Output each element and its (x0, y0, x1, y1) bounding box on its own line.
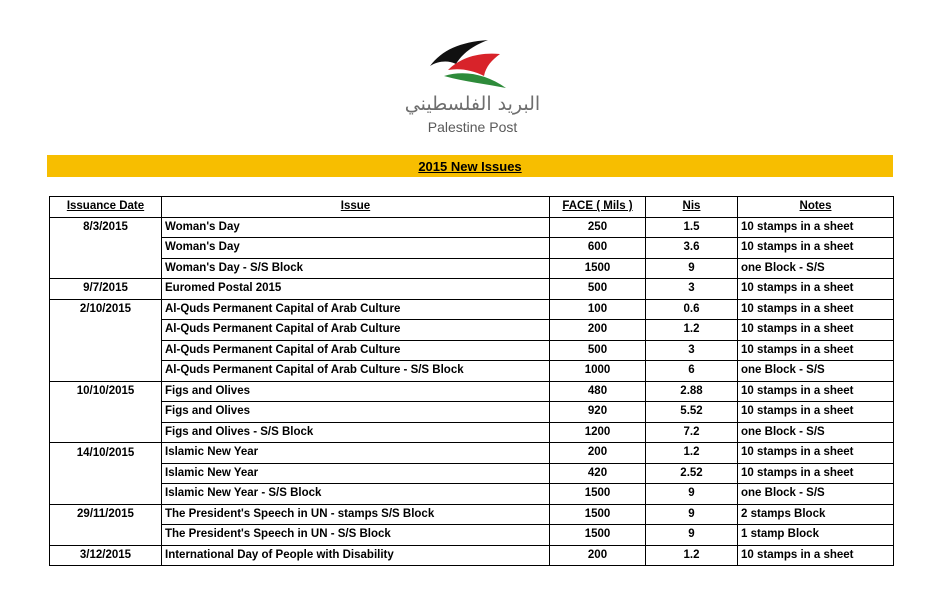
table-row (50, 279, 894, 300)
table-header-row (50, 197, 894, 218)
face-value-cell: 600 (550, 238, 646, 259)
issuance-date-cell: 8/3/2015 (50, 217, 162, 238)
notes-cell: 10 stamps in a sheet (738, 381, 894, 402)
issuance-date-cell (50, 525, 162, 546)
logo-green-wing (444, 73, 506, 88)
nis-value-cell: 2.52 (646, 463, 738, 484)
header-issuance-date: Issuance Date (50, 197, 162, 218)
issue-cell: Islamic New Year - S/S Block (162, 484, 550, 505)
title-bar (47, 155, 893, 177)
face-value-cell: 200 (550, 443, 646, 464)
nis-value-cell: 3 (646, 279, 738, 300)
nis-value-cell: 1.2 (646, 443, 738, 464)
notes-cell: 10 stamps in a sheet (738, 402, 894, 423)
issue-cell: Al-Quds Permanent Capital of Arab Culture (162, 299, 550, 320)
issue-cell: Figs and Olives (162, 381, 550, 402)
nis-value-cell: 3 (646, 340, 738, 361)
issuance-date-cell: 3/12/2015 (50, 545, 162, 566)
face-value-cell: 480 (550, 381, 646, 402)
nis-value-cell: 5.52 (646, 402, 738, 423)
nis-value-cell: 1.5 (646, 217, 738, 238)
issue-cell: Woman's Day (162, 238, 550, 259)
issuance-date-cell (50, 361, 162, 382)
face-value-cell: 1500 (550, 484, 646, 505)
issuance-date-cell: 9/7/2015 (50, 279, 162, 300)
notes-cell: 10 stamps in a sheet (738, 217, 894, 238)
header-issue: Issue (162, 197, 550, 218)
issue-cell: Woman's Day - S/S Block (162, 258, 550, 279)
notes-cell: 10 stamps in a sheet (738, 299, 894, 320)
nis-value-cell: 9 (646, 525, 738, 546)
face-value-cell: 200 (550, 545, 646, 566)
notes-cell: one Block - S/S (738, 422, 894, 443)
issuance-date-cell (50, 320, 162, 341)
table-row (50, 238, 894, 259)
face-value-cell: 1500 (550, 258, 646, 279)
issue-cell: The President's Speech in UN - stamps S/S Block (162, 504, 550, 525)
issuance-date-cell (50, 258, 162, 279)
nis-value-cell: 0.6 (646, 299, 738, 320)
notes-cell: one Block - S/S (738, 361, 894, 382)
issue-cell: Woman's Day (162, 217, 550, 238)
face-value-cell: 1500 (550, 504, 646, 525)
face-value-cell: 500 (550, 279, 646, 300)
notes-cell: one Block - S/S (738, 258, 894, 279)
header-notes: Notes (738, 197, 894, 218)
issuance-date-cell (50, 340, 162, 361)
nis-value-cell: 3.6 (646, 238, 738, 259)
issue-cell: Figs and Olives (162, 402, 550, 423)
issues-table (49, 196, 894, 566)
issue-cell: Al-Quds Permanent Capital of Arab Culture (162, 340, 550, 361)
issue-cell: Al-Quds Permanent Capital of Arab Culture - S/S Block (162, 361, 550, 382)
notes-cell: 10 stamps in a sheet (738, 238, 894, 259)
face-value-cell: 420 (550, 463, 646, 484)
dove-logo-icon (426, 36, 518, 94)
face-value-cell: 1500 (550, 525, 646, 546)
table-row (50, 443, 894, 464)
notes-cell: 10 stamps in a sheet (738, 320, 894, 341)
issuance-date-cell (50, 402, 162, 423)
issue-cell: Figs and Olives - S/S Block (162, 422, 550, 443)
nis-value-cell: 6 (646, 361, 738, 382)
issuance-date-cell: 10/10/2015 (50, 381, 162, 402)
issuance-date-cell (50, 422, 162, 443)
issuance-date-cell: 14/10/2015 (50, 443, 162, 464)
notes-cell: 10 stamps in a sheet (738, 545, 894, 566)
table-row (50, 402, 894, 423)
table-row (50, 504, 894, 525)
table-row (50, 422, 894, 443)
issuance-date-cell (50, 463, 162, 484)
issues-table-body (50, 217, 894, 566)
face-value-cell: 250 (550, 217, 646, 238)
issue-cell: Euromed Postal 2015 (162, 279, 550, 300)
face-value-cell: 920 (550, 402, 646, 423)
notes-cell: one Block - S/S (738, 484, 894, 505)
issue-cell: Islamic New Year (162, 443, 550, 464)
issue-cell: Al-Quds Permanent Capital of Arab Culture (162, 320, 550, 341)
notes-cell: 10 stamps in a sheet (738, 279, 894, 300)
issuance-date-cell (50, 238, 162, 259)
nis-value-cell: 1.2 (646, 545, 738, 566)
face-value-cell: 100 (550, 299, 646, 320)
nis-value-cell: 9 (646, 504, 738, 525)
table-row (50, 258, 894, 279)
table-row (50, 484, 894, 505)
nis-value-cell: 2.88 (646, 381, 738, 402)
table-row (50, 320, 894, 341)
nis-value-cell: 1.2 (646, 320, 738, 341)
face-value-cell: 1200 (550, 422, 646, 443)
table-row (50, 217, 894, 238)
face-value-cell: 500 (550, 340, 646, 361)
notes-cell: 2 stamps Block (738, 504, 894, 525)
issue-cell: International Day of People with Disability (162, 545, 550, 566)
nis-value-cell: 9 (646, 484, 738, 505)
issue-cell: The President's Speech in UN - S/S Block (162, 525, 550, 546)
notes-cell: 10 stamps in a sheet (738, 443, 894, 464)
header-face-mils: FACE ( Mils ) (550, 197, 646, 218)
logo-arabic-name: البريد الفلسطيني (404, 93, 541, 115)
notes-cell: 10 stamps in a sheet (738, 340, 894, 361)
face-value-cell: 1000 (550, 361, 646, 382)
table-row (50, 381, 894, 402)
notes-cell: 10 stamps in a sheet (738, 463, 894, 484)
nis-value-cell: 7.2 (646, 422, 738, 443)
table-row (50, 545, 894, 566)
table-row (50, 525, 894, 546)
header-nis: Nis (646, 197, 738, 218)
table-row (50, 361, 894, 382)
table-row (50, 463, 894, 484)
notes-cell: 1 stamp Block (738, 525, 894, 546)
issuance-date-cell (50, 484, 162, 505)
table-row (50, 340, 894, 361)
issuance-date-cell: 2/10/2015 (50, 299, 162, 320)
logo-english-name: Palestine Post (427, 119, 518, 135)
nis-value-cell: 9 (646, 258, 738, 279)
table-row (50, 299, 894, 320)
issuance-date-cell: 29/11/2015 (50, 504, 162, 525)
face-value-cell: 200 (550, 320, 646, 341)
palestine-post-logo (380, 28, 565, 140)
issue-cell: Islamic New Year (162, 463, 550, 484)
page-title: 2015 New Issues (418, 158, 522, 174)
